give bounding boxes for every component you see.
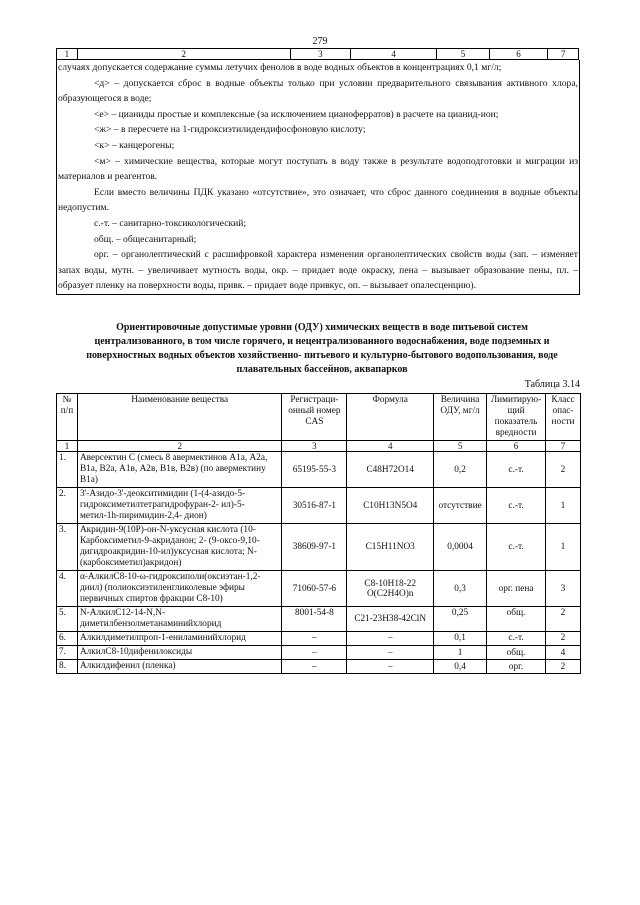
note-text: <м> – химические вещества, которые могут поступать в воду также в результате водоподготовки и миграции из материалов и реагентов. xyxy=(58,155,578,183)
table-row xyxy=(57,571,581,607)
table-row xyxy=(57,646,581,660)
note-text: <е> – цианиды простые и комплексные (за исключением цианоферратов) в расчете на цианид-ион; xyxy=(94,108,499,120)
row-number: 3. xyxy=(57,524,78,571)
odu-value: отсутствие xyxy=(434,488,487,524)
limiting-indicator: орг. xyxy=(487,660,546,674)
col-number: 3 xyxy=(290,49,350,60)
table-caption: Таблица 3.14 xyxy=(524,379,580,390)
substance-name: N-АлкилС12-14-N,N-диметилбензолметанаминийхлорид xyxy=(77,607,282,632)
substance-name: α-АлкилС8-10-ω-гидроксиполи(оксиэтан-1,2-диил) (полиоксиэтиленгликолевые эфиры первичных спиртов фракции С8-10) xyxy=(77,571,282,607)
hazard-class: 3 xyxy=(546,571,581,607)
note-text: орг. – органолептический с расшифровкой характера изменения органолептических свойств воды (зап. – изменяет запах воды, мутн. – увеличивает мутность воды, окр. – придает воде окраску, пена – вызывает образование пены, пл. – образует пленку на поверхности воды, привк. – придает воде привкус, оп. – вызывает опалесценцию). xyxy=(58,249,578,292)
hazard-class: 2 xyxy=(546,632,581,646)
substance-name: Аверсектин С (смесь 8 авермектинов А1а, А2а, В1а, В2а, А1в, А2в, В1в, В2в) (по авермектину В1а) xyxy=(77,452,282,488)
limiting-indicator: с.-т. xyxy=(487,452,546,488)
odu-value: 0,0004 xyxy=(434,524,487,571)
col-number: 7 xyxy=(546,441,581,452)
odu-value: 0,4 xyxy=(434,660,487,674)
cas-number: 71060-57-6 xyxy=(282,571,347,607)
table-row xyxy=(57,632,581,646)
col-number: 4 xyxy=(347,441,434,452)
formula: – xyxy=(347,632,434,646)
limiting-indicator: общ. xyxy=(487,607,546,632)
table-row xyxy=(57,452,581,488)
cas-number: 30516-87-1 xyxy=(282,488,347,524)
cas-number: – xyxy=(282,660,347,674)
table-row xyxy=(57,660,581,674)
col-number: 5 xyxy=(434,441,487,452)
note-text: случаях допускается содержание суммы летучих фенолов в воде водных объектов в концентрациях 0,1 мг/л; xyxy=(58,62,502,73)
cas-number: 65195-55-3 xyxy=(282,452,347,488)
table-row xyxy=(57,607,581,632)
odu-value: 0,3 xyxy=(434,571,487,607)
substance-name: Алкилдиметилпроп-1-ениламинийхлорид xyxy=(77,632,282,646)
odu-value: 0,1 xyxy=(434,632,487,646)
formula: – xyxy=(347,646,434,660)
col-number: 5 xyxy=(437,49,490,60)
continuation-header-row xyxy=(56,48,579,60)
cas-number: 8001-54-8 xyxy=(282,607,347,632)
table-notes xyxy=(56,60,580,295)
header-name: Наименование вещества xyxy=(77,394,282,441)
formula: C15H11NO3 xyxy=(347,524,434,571)
odu-value: 0,2 xyxy=(434,452,487,488)
note-text: общ. – общесанитарный; xyxy=(94,233,197,245)
hazard-class: 2 xyxy=(546,660,581,674)
table-header-row xyxy=(57,394,581,441)
note-text: Если вместо величины ПДК указано «отсутствие», это означает, что сброс данного соединения в водные объекты недопустим. xyxy=(58,186,578,214)
header-odu: Величина ОДУ, мг/л xyxy=(434,394,487,441)
header-limit: Лимитирую-щий показатель вредности xyxy=(487,394,546,441)
page-number: 279 xyxy=(312,36,328,47)
row-number: 1. xyxy=(57,452,78,488)
substance-name: АлкилС8-10дифенилоксиды xyxy=(77,646,282,660)
col-number: 6 xyxy=(489,49,547,60)
col-number: 6 xyxy=(487,441,546,452)
row-number: 6. xyxy=(57,632,78,646)
hazard-class: 1 xyxy=(546,488,581,524)
note-text: с.-т. – санитарно-токсикологический; xyxy=(94,217,247,229)
col-number: 3 xyxy=(282,441,347,452)
col-number: 4 xyxy=(351,49,437,60)
limiting-indicator: с.-т. xyxy=(487,524,546,571)
odu-value: 0,25 xyxy=(434,607,487,632)
hazard-class: 1 xyxy=(546,524,581,571)
limiting-indicator: орг. пена xyxy=(487,571,546,607)
formula: C48H72O14 xyxy=(347,452,434,488)
limiting-indicator: с.-т. xyxy=(487,632,546,646)
formula: C8-10H18-22 O(C2H4O)n xyxy=(347,571,434,607)
odu-value: 1 xyxy=(434,646,487,660)
substance-name: Акридин-9(10Р)-он-N-уксусная кислота (10-Карбоксиметил-9-акриданон; 2- (9-оксо-9,10-дигидроакридин-10-ил)уксусная кислота; N-(карбоксиметил)акридон) xyxy=(77,524,282,571)
col-number: 1 xyxy=(57,49,78,60)
table-row xyxy=(57,524,581,571)
hazard-class: 4 xyxy=(546,646,581,660)
table-row xyxy=(57,488,581,524)
formula: C21-23H38-42ClN xyxy=(347,607,434,632)
hazard-class: 2 xyxy=(546,607,581,632)
header-class: Класс опас-ности xyxy=(546,394,581,441)
cas-number: 38609-97-1 xyxy=(282,524,347,571)
note-text: <д> – допускается сброс в водные объекты только при условии предварительного связывания активного хлора, образующегося в воде; xyxy=(58,77,578,105)
formula: – xyxy=(347,660,434,674)
limiting-indicator: с.-т. xyxy=(487,488,546,524)
row-number: 8. xyxy=(57,660,78,674)
row-number: 5. xyxy=(57,607,78,632)
col-number: 2 xyxy=(77,49,290,60)
hazard-class: 2 xyxy=(546,452,581,488)
substance-name: Алкилдифенил (пленка) xyxy=(77,660,282,674)
row-number: 7. xyxy=(57,646,78,660)
column-numbers-row xyxy=(57,441,581,452)
substance-name: 3'-Азидо-3'-деокситимидин (1-(4-азидо-5-гидроксиметилтетрагидрофуран-2- ил)-5-метил-1h-пиримидин-2,4- дион) xyxy=(77,488,282,524)
col-number: 7 xyxy=(548,49,579,60)
section-title: Ориентировочные допустимые уровни (ОДУ) химических веществ в воде питьевой систем централизованного, в том числе горячего, и нецентрализованного водоснабжения, воде подземных и поверхностных водных объектов хозяйственно- питьевого и культурно-бытового водопользования, воде плавательных бассейнов, аквапарков xyxy=(86,322,558,375)
col-number: 2 xyxy=(77,441,282,452)
row-number: 2. xyxy=(57,488,78,524)
header-formula: Формула xyxy=(347,394,434,441)
header-number: № п/п xyxy=(57,394,78,441)
limiting-indicator: общ. xyxy=(487,646,546,660)
formula: C10H13N5O4 xyxy=(347,488,434,524)
col-number: 1 xyxy=(57,441,78,452)
odu-table xyxy=(56,393,581,674)
header-cas: Регистраци-онный номер CAS xyxy=(282,394,347,441)
note-text: <к> – канцерогены; xyxy=(94,139,175,151)
cas-number: – xyxy=(282,632,347,646)
note-text: <ж> – в пересчете на 1-гидроксиэтилидендифосфоновую кислоту; xyxy=(94,124,366,136)
cas-number: – xyxy=(282,646,347,660)
row-number: 4. xyxy=(57,571,78,607)
